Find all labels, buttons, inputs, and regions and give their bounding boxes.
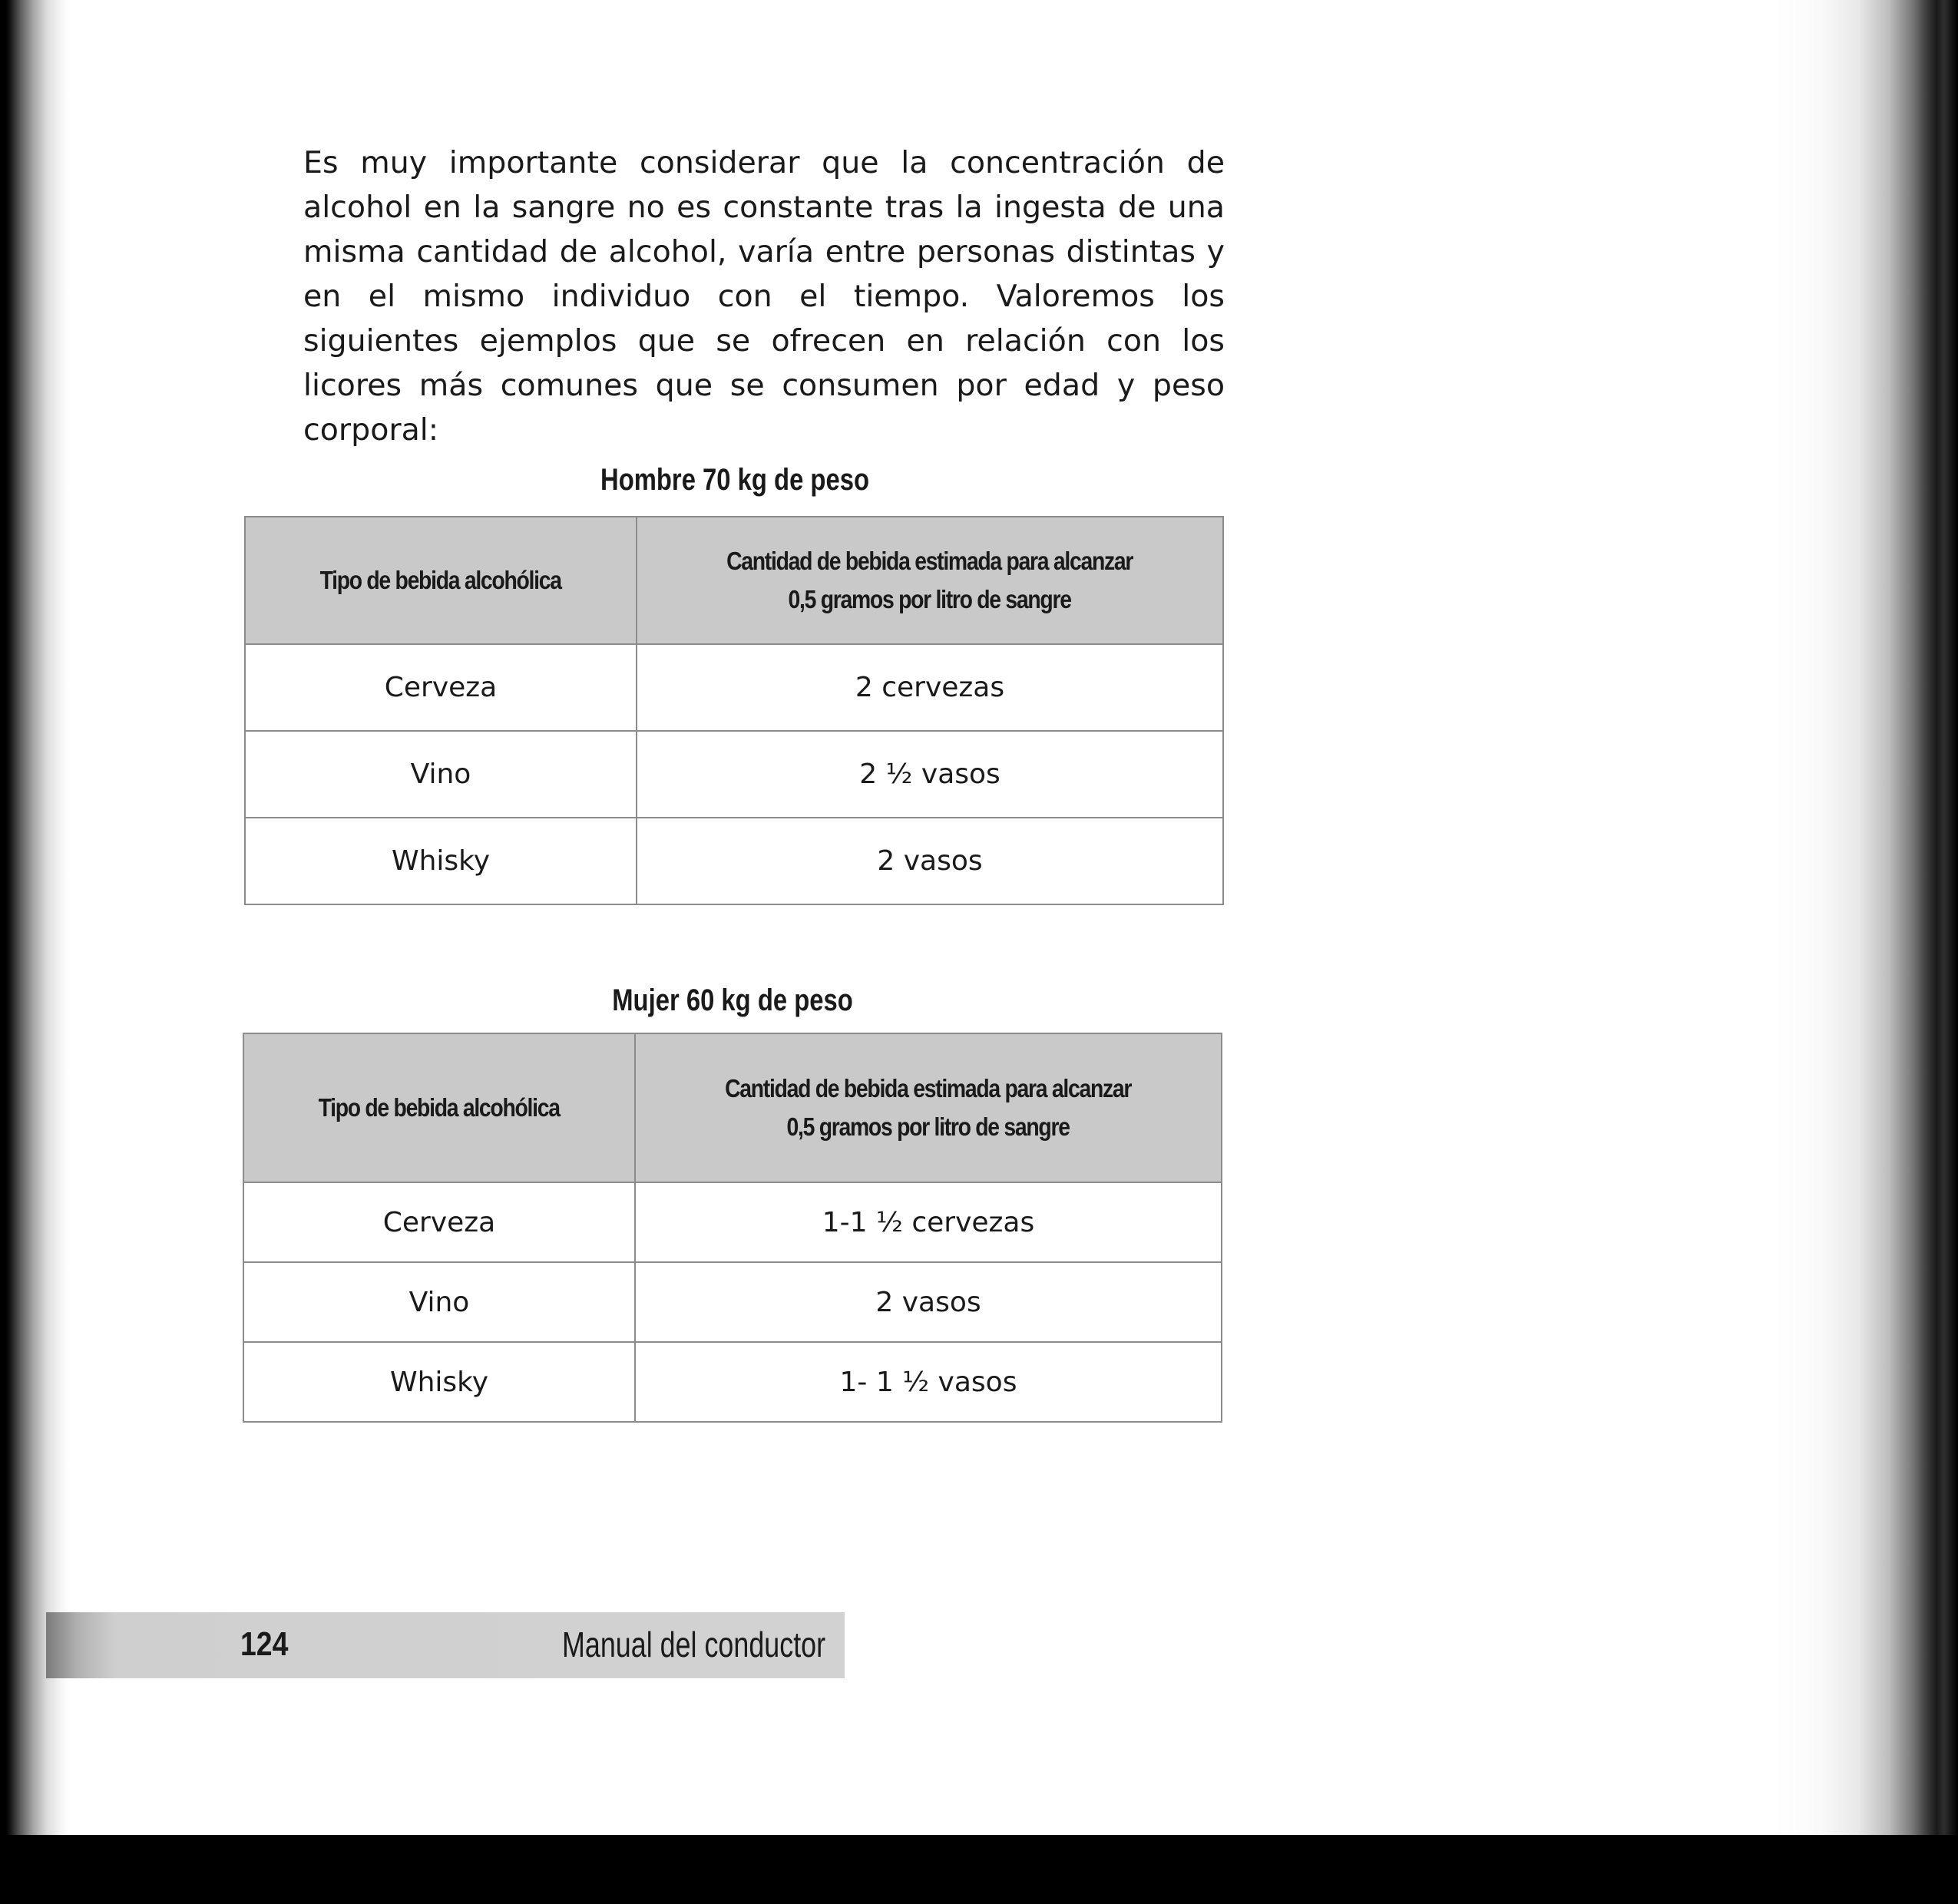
table-header-row (243, 1033, 1222, 1182)
amount-cell: 2 ½ vasos (637, 731, 1223, 818)
table-row (245, 731, 1223, 818)
table-row (245, 818, 1223, 904)
table-hombre (244, 516, 1224, 905)
table-row (243, 1182, 1222, 1262)
amount-cell: 2 vasos (635, 1262, 1222, 1342)
drink-cell: Whisky (245, 818, 637, 904)
book-binding-right-shadow (1774, 0, 1958, 1835)
header-estimated-amount: Cantidad de bebida estimada para alcanzar 0,5 gramos por litro de sangre (635, 1033, 1222, 1182)
amount-cell: 1- 1 ½ vasos (635, 1342, 1222, 1422)
amount-cell: 2 vasos (637, 818, 1223, 904)
table-row (243, 1342, 1222, 1422)
scan-bottom-border (0, 1835, 1958, 1904)
table-title-hombre: Hombre 70 kg de peso (600, 463, 869, 497)
book-binding-left-shadow (0, 0, 69, 1835)
page-number: 124 (240, 1625, 289, 1663)
intro-paragraph: Es muy importante considerar que la concentración de alcohol en la sangre no es constante tras la ingesta de una misma cantidad de alcohol, varía entre personas distintas y en el mismo individuo con el tiempo. Valoremos los siguientes ejemplos que se ofrecen en relación con los licores más comunes que se consumen por edad y peso corporal: (303, 145, 1225, 448)
header-drink-type: Tipo de bebida alcohólica (243, 1033, 635, 1182)
drink-cell: Vino (245, 731, 637, 818)
drink-cell: Vino (243, 1262, 635, 1342)
table-row (243, 1262, 1222, 1342)
amount-cell: 2 cervezas (637, 644, 1223, 731)
amount-cell: 1-1 ½ cervezas (635, 1182, 1222, 1262)
table-header-row (245, 517, 1223, 644)
drink-cell: Cerveza (243, 1182, 635, 1262)
table-row (245, 644, 1223, 731)
drink-cell: Whisky (243, 1342, 635, 1422)
table-mujer (243, 1033, 1222, 1423)
table-title-mujer: Mujer 60 kg de peso (612, 983, 853, 1017)
header-drink-type: Tipo de bebida alcohólica (245, 517, 637, 644)
footer-book-title: Manual del conductor (562, 1625, 826, 1664)
header-estimated-amount: Cantidad de bebida estimada para alcanzar 0,5 gramos por litro de sangre (637, 517, 1223, 644)
drink-cell: Cerveza (245, 644, 637, 731)
